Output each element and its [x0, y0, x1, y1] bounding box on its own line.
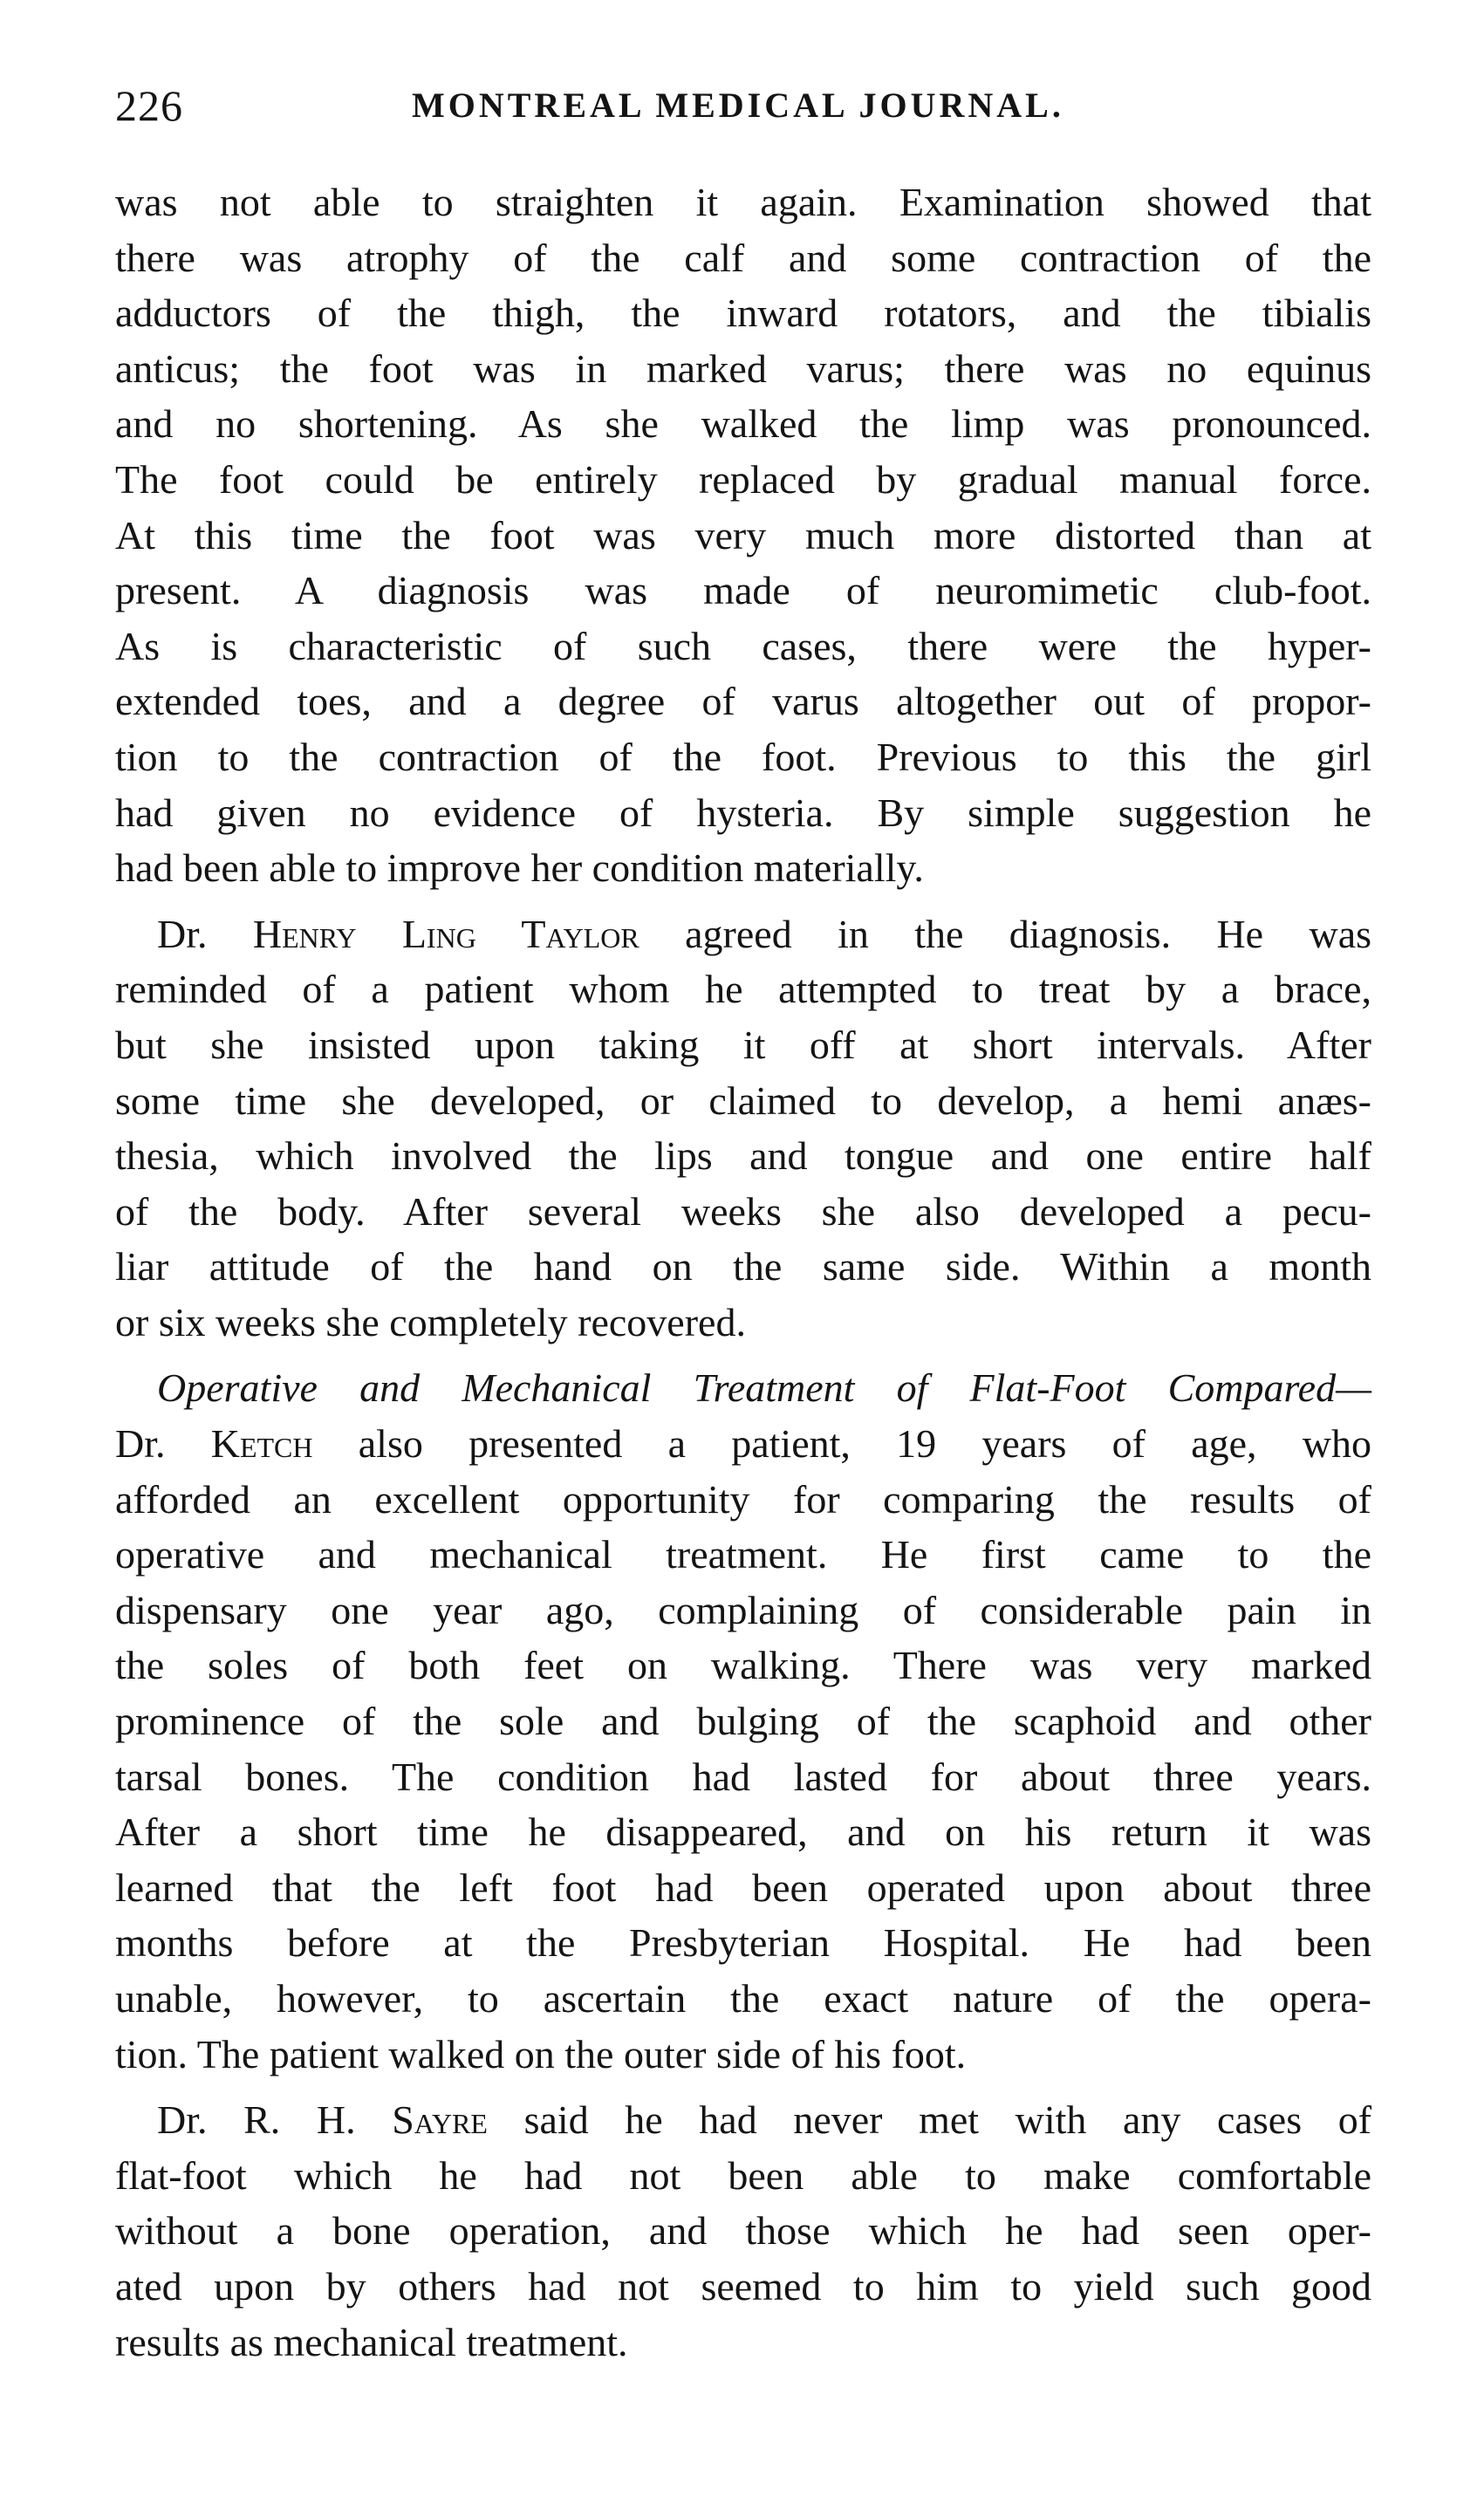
- first-line-text: also presented a patient, 19 years of age, who: [358, 1421, 1371, 1467]
- text-line: thesia, which involved the lips and tongue and one entire half: [115, 1133, 1371, 1179]
- text-line: adductors of the thigh, the inward rotators, and the tibialis: [115, 291, 1371, 336]
- text-line: [115, 2092, 1371, 2148]
- text-line: or six weeks she completely recovered.: [115, 1299, 746, 1344]
- text-line: but she insisted upon taking it off at short intervals. After: [115, 1022, 1371, 1067]
- paragraph-4: [115, 2092, 1371, 2370]
- text-line: At this time the foot was very much more distorted than at: [115, 512, 1371, 558]
- speaker-name: Sayre: [392, 2097, 488, 2143]
- text-line: operative and mechanical treatment. He first came to the: [115, 1532, 1371, 1577]
- speaker-name: Ketch: [210, 1421, 313, 1467]
- text-line: liar attitude of the hand on the same side. Within a month: [115, 1244, 1371, 1290]
- first-line-text: agreed in the diagnosis. He was: [685, 911, 1372, 956]
- text-line: the soles of both feet on walking. There was very marked: [115, 1643, 1371, 1688]
- text-line: After a short time he disappeared, and on his return it was: [115, 1809, 1371, 1855]
- paragraph-1: [115, 174, 1371, 896]
- text-line: tion to the contraction of the foot. Previous to this the girl: [115, 734, 1371, 779]
- text-line: [115, 906, 1371, 962]
- paragraph-gap: [115, 2082, 1371, 2092]
- text-line: results as mechanical treatment.: [115, 2319, 628, 2364]
- text-line: reminded of a patient whom he attempted to treat by a brace,: [115, 967, 1371, 1012]
- text-line: prominence of the sole and bulging of the scaphoid and other: [115, 1699, 1371, 1744]
- paragraph-3: [115, 1360, 1371, 2082]
- text-line: months before at the Presbyterian Hospital. He had been: [115, 1920, 1371, 1966]
- text-line: present. A diagnosis was made of neuromimetic club-foot.: [115, 568, 1371, 613]
- article-body: [115, 174, 1371, 2370]
- text-line: learned that the left foot had been operated upon about three: [115, 1864, 1371, 1910]
- text-line: tion. The patient walked on the outer side of his foot.: [115, 2031, 967, 2076]
- text-line: some time she developed, or claimed to develop, a hemi anæs-: [115, 1077, 1371, 1123]
- text-line: dispensary one year ago, complaining of considerable pain in: [115, 1587, 1371, 1632]
- text-line: was not able to straighten it again. Examination showed that: [115, 180, 1371, 224]
- text-line: tarsal bones. The condition had lasted for about three years.: [115, 1754, 1371, 1799]
- text-line: had given no evidence of hysteria. By simple suggestion he: [115, 790, 1371, 835]
- text-line: The foot could be entirely replaced by gradual manual force.: [115, 456, 1371, 502]
- text-line: of the body. After several weeks she also developed a pecu-: [115, 1188, 1371, 1234]
- text-line: afforded an excellent opportunity for comparing the results of: [115, 1476, 1371, 1522]
- text-line: unable, however, to ascertain the exact nature of the opera-: [115, 1976, 1371, 2021]
- text-line: ated upon by others had not seemed to him to yield such good: [115, 2263, 1371, 2309]
- paragraph-gap: [115, 1350, 1371, 1360]
- running-title: MONTREAL MEDICAL JOURNAL.: [412, 86, 1064, 125]
- first-line-text: said he had never met with any cases of: [523, 2097, 1372, 2143]
- paragraph-2: [115, 906, 1371, 1351]
- text-line: As is characteristic of such cases, there were the hyper-: [115, 623, 1371, 668]
- text-line: without a bone operation, and those which he had seen oper-: [115, 2208, 1371, 2254]
- text-line: flat-foot which he had not been able to make comfortable: [115, 2152, 1371, 2198]
- speaker-prefix: Dr.: [115, 1421, 166, 1467]
- text-line: and no shortening. As she walked the limp was pronounced.: [115, 401, 1371, 447]
- text-line: extended toes, and a degree of varus altogether out of propor-: [115, 679, 1371, 724]
- section-title: Operative and Mechanical Treatment of Flat-Foot Compared—: [157, 1365, 1371, 1411]
- paragraph-gap: [115, 896, 1371, 906]
- speaker-prefix: Dr. R. H.: [157, 2097, 356, 2143]
- speaker-name: Henry Ling Taylor: [252, 911, 639, 956]
- text-line: there was atrophy of the calf and some contraction of the: [115, 235, 1371, 280]
- speaker-prefix: Dr.: [157, 911, 208, 956]
- page-header: [115, 75, 1371, 136]
- text-line: anticus; the foot was in marked varus; there was no equinus: [115, 345, 1371, 391]
- text-line: had been able to improve her condition materially.: [115, 845, 924, 891]
- page-number: 226: [115, 81, 183, 130]
- text-line: [115, 1416, 1371, 1472]
